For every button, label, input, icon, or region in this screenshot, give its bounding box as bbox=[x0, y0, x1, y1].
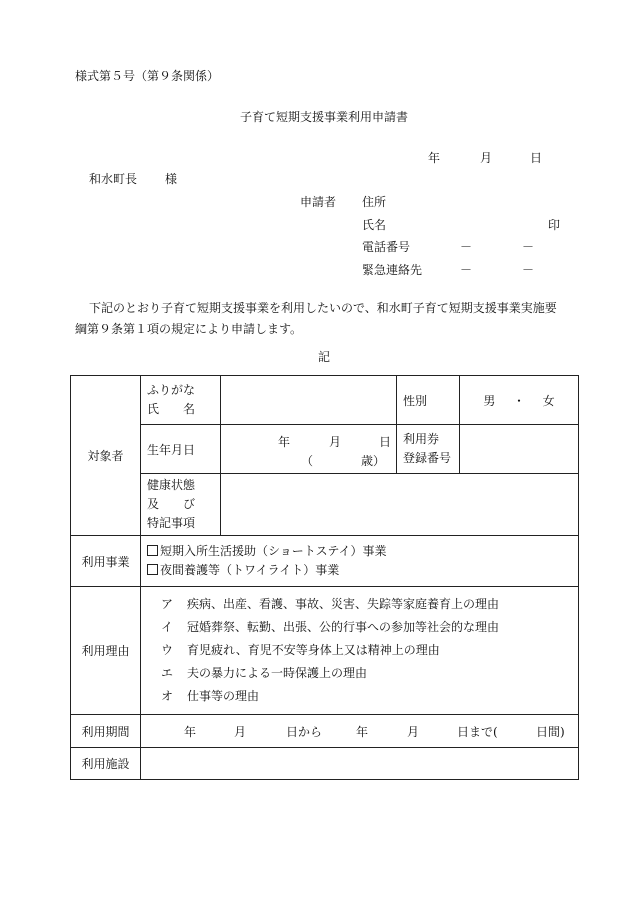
reason-item-u[interactable]: ウ 育児疲れ、育児不安等身体上又は精神上の理由 bbox=[161, 643, 440, 657]
gender-label: 性別 bbox=[397, 376, 460, 425]
page-title: 子育て短期支援事業利用申請書 bbox=[240, 110, 409, 124]
reason-item-a[interactable]: ア 疾病、出産、看護、事故、災害、失踪等家庭養育上の理由 bbox=[161, 597, 500, 611]
date-year: 年 bbox=[428, 151, 441, 165]
name-input-cell[interactable] bbox=[221, 376, 397, 425]
health-label-cell bbox=[141, 474, 221, 536]
age-close: 歳） bbox=[361, 453, 386, 468]
health-label-3: 特記事項 bbox=[147, 516, 196, 530]
period-month-2: 月 bbox=[407, 724, 420, 739]
service-option-shortstay[interactable]: 短期入所生活援助（ショートステイ）事業 bbox=[147, 542, 578, 561]
period-year-1: 年 bbox=[184, 724, 197, 739]
date-day: 日 bbox=[530, 151, 543, 165]
date-month: 月 bbox=[480, 151, 493, 165]
ticket-label-1: 利用券 bbox=[403, 432, 440, 446]
checkbox-twilight[interactable] bbox=[147, 564, 158, 575]
reason-item-o[interactable]: オ 仕事等の理由 bbox=[161, 689, 260, 703]
period-input-cell[interactable] bbox=[141, 715, 579, 748]
health-label-2: 及 び bbox=[147, 497, 196, 511]
birth-input-cell[interactable] bbox=[221, 425, 397, 474]
period-days: 日間) bbox=[536, 724, 565, 739]
subject-label: 対象者 bbox=[71, 376, 141, 536]
ticket-input-cell[interactable] bbox=[460, 425, 579, 474]
applicant-name: 氏名 bbox=[362, 218, 387, 232]
addressee: 和水町長 bbox=[89, 172, 138, 186]
name-label-cell bbox=[141, 376, 221, 425]
reason-label: 利用理由 bbox=[71, 587, 141, 715]
period-label: 利用期間 bbox=[71, 715, 141, 748]
applicant-phone: 電話番号 bbox=[362, 240, 411, 254]
addressee-suffix: 様 bbox=[165, 172, 178, 186]
phone-dash-1: － bbox=[460, 240, 473, 254]
health-label-1: 健康状態 bbox=[147, 478, 196, 492]
age-open: （ bbox=[301, 453, 314, 468]
reason-item-e[interactable]: エ 夫の暴力による一時保護上の理由 bbox=[161, 666, 368, 680]
checkbox-shortstay[interactable] bbox=[147, 545, 158, 556]
facility-label: 利用施設 bbox=[71, 748, 141, 780]
service-option-twilight[interactable]: 夜間養護等（トワイライト）事業 bbox=[147, 561, 578, 580]
birth-month: 月 bbox=[329, 434, 342, 449]
applicant-label: 申請者 bbox=[300, 195, 337, 209]
ticket-label-2: 登録番号 bbox=[403, 451, 452, 465]
period-month-1: 月 bbox=[234, 724, 247, 739]
phone-dash-2: － bbox=[522, 240, 535, 254]
gender-choice-cell[interactable] bbox=[460, 376, 579, 425]
applicant-emergency: 緊急連絡先 bbox=[362, 263, 423, 277]
health-input-cell[interactable] bbox=[221, 474, 579, 536]
facility-input-cell[interactable] bbox=[141, 748, 579, 780]
ticket-label-cell bbox=[397, 425, 460, 474]
ki-mark: 記 bbox=[318, 350, 331, 364]
body-line-2: 綱第９条第１項の規定により申請します。 bbox=[75, 322, 303, 336]
gender-male[interactable]: 男 bbox=[483, 393, 496, 408]
period-year-2: 年 bbox=[356, 724, 369, 739]
birth-day: 日 bbox=[379, 434, 392, 449]
service-label: 利用事業 bbox=[71, 536, 141, 587]
emergency-dash-2: － bbox=[522, 263, 535, 277]
form-number: 様式第５号（第９条関係） bbox=[75, 69, 220, 83]
application-table bbox=[70, 375, 579, 780]
emergency-dash-1: － bbox=[460, 263, 473, 277]
service-options-cell bbox=[141, 536, 579, 587]
gender-female[interactable]: 女 bbox=[542, 393, 555, 408]
period-until: 日まで( bbox=[457, 724, 498, 739]
name-label: 氏 名 bbox=[147, 402, 196, 416]
seal-mark: 印 bbox=[548, 218, 561, 232]
reason-item-i[interactable]: イ 冠婚葬祭、転勤、出張、公的行事への参加等社会的な理由 bbox=[161, 620, 500, 634]
furigana-label: ふりがな bbox=[147, 383, 196, 397]
reason-options-cell bbox=[141, 587, 579, 715]
gender-dot: ・ bbox=[512, 393, 525, 408]
birth-year: 年 bbox=[278, 434, 291, 449]
body-line-1: 下記のとおり子育て短期支援事業を利用したいので、和水町子育て短期支援事業実施要 bbox=[89, 301, 557, 315]
period-from: 日から bbox=[286, 724, 323, 739]
birth-label: 生年月日 bbox=[141, 425, 221, 474]
applicant-address: 住所 bbox=[362, 195, 387, 209]
